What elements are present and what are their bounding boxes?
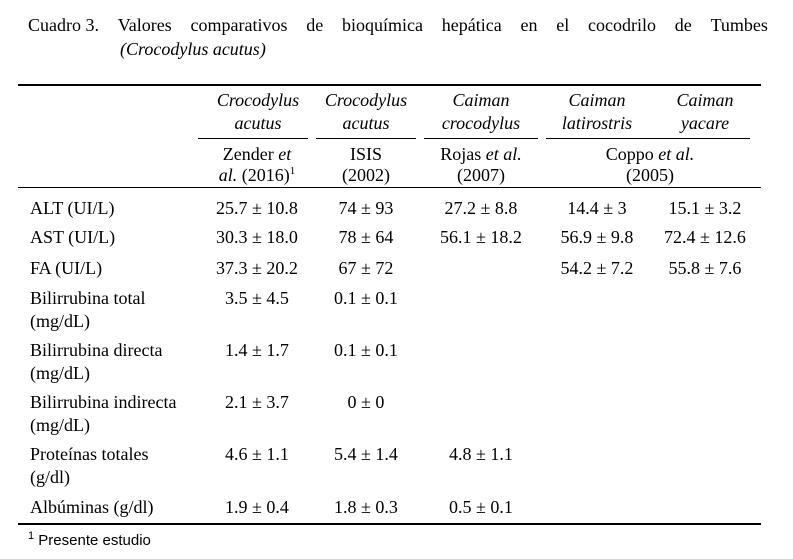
row-label: FA (UI/L) [30,258,103,278]
row-label: Bilirrubina indirecta [30,392,177,412]
table-cell: 55.8 ± 7.6 [668,258,742,278]
caption-word: bioquímica [342,15,424,35]
footnote-marker: 1 [289,165,296,177]
table-cell: 0.1 ± 0.1 [334,288,398,308]
table-cell: 72.4 ± 12.6 [664,227,746,247]
table-cell: 1.9 ± 0.4 [225,497,289,517]
species-name: Caiman [676,90,734,110]
table-cell: 30.3 ± 18.0 [216,227,298,247]
species-name: Crocodylus [216,90,300,110]
table-cell: 0.1 ± 0.1 [334,340,398,360]
table-cell: 5.4 ± 1.4 [334,444,398,464]
species-name: acutus [342,113,390,133]
row-label: Bilirrubina total [30,288,146,308]
table-cell: 67 ± 72 [338,258,394,278]
source-reference: ISIS [349,144,382,164]
caption-word: en [520,15,538,35]
table-cell: 0 ± 0 [347,392,385,412]
table-cell: 37.3 ± 20.2 [216,258,298,278]
caption-word: Valores [117,15,172,35]
table-cell: 1.8 ± 0.3 [334,497,398,517]
caption-line-1 [28,13,768,37]
table-caption [28,13,768,61]
table-header-rule [18,187,761,188]
row-label-unit: (mg/dL) [30,415,90,435]
source-reference: (2002) [342,165,390,185]
species-name: acutus [234,113,282,133]
caption-word: Cuadro 3. [28,15,99,35]
species-name: Crocodylus [324,90,408,110]
caption-word: Tumbes [710,15,768,35]
footnote-marker: 1 [28,530,35,542]
table-cell: 56.9 ± 9.8 [560,227,634,247]
table-cell: 0.5 ± 0.1 [449,497,513,517]
row-label-unit: (mg/dL) [30,311,90,331]
caption-word: cocodrilo [588,15,657,35]
caption-word: de [674,15,692,35]
table-cell: 74 ± 93 [338,198,394,218]
source-reference: (2005) [626,165,674,185]
species-name: Caiman [568,90,626,110]
row-label-unit: (mg/dL) [30,363,90,383]
species-name: Caiman [452,90,510,110]
table-cell: 14.4 ± 3 [567,198,627,218]
column-sub-rule [546,138,750,139]
source-reference: (2007) [457,165,505,185]
footnote-text: Presente estudio [38,532,151,549]
row-label: Proteínas totales [30,444,149,464]
source-reference: Rojas et al. [440,144,522,164]
table-cell: 3.5 ± 4.5 [225,288,289,308]
caption-word: el [556,15,570,35]
row-label: Albúminas (g/dl) [30,497,154,517]
table-cell: 4.8 ± 1.1 [449,444,513,464]
caption-word: hepática [441,15,502,35]
source-reference: Coppo et al. [605,144,695,164]
row-label: Bilirrubina directa [30,340,163,360]
table-cell: 25.7 ± 10.8 [216,198,298,218]
table-cell: 78 ± 64 [338,227,394,247]
source-reference: al. $(2016)^1$ [218,165,296,185]
table-cell: 15.1 ± 3.2 [668,198,742,218]
table-bottom-rule [18,523,761,525]
table-cell: 2.1 ± 3.7 [225,392,289,412]
row-label: ALT (UI/L) [30,198,115,218]
row-label: AST (UI/L) [30,227,116,247]
table-cell: 4.6 ± 1.1 [225,444,289,464]
row-label-unit: (g/dl) [30,467,70,487]
source-reference: Zender et [222,144,292,164]
species-name: latirostris [561,113,633,133]
column-sub-rule [316,138,416,139]
footnote [28,532,151,549]
table-top-rule [18,84,761,86]
column-sub-rule [198,138,308,139]
species-name: yacare [680,113,730,133]
species-name: crocodylus [441,113,521,133]
table-cell: 56.1 ± 18.2 [440,227,522,247]
table-cell: 27.2 ± 8.8 [444,198,518,218]
caption-word: de [306,15,324,35]
column-sub-rule [424,138,538,139]
caption-line-2: (Crocodylus acutus) [120,39,266,59]
table-cell: 1.4 ± 1.7 [225,340,289,360]
caption-word: comparativos [190,15,288,35]
table-cell: 54.2 ± 7.2 [560,258,634,278]
